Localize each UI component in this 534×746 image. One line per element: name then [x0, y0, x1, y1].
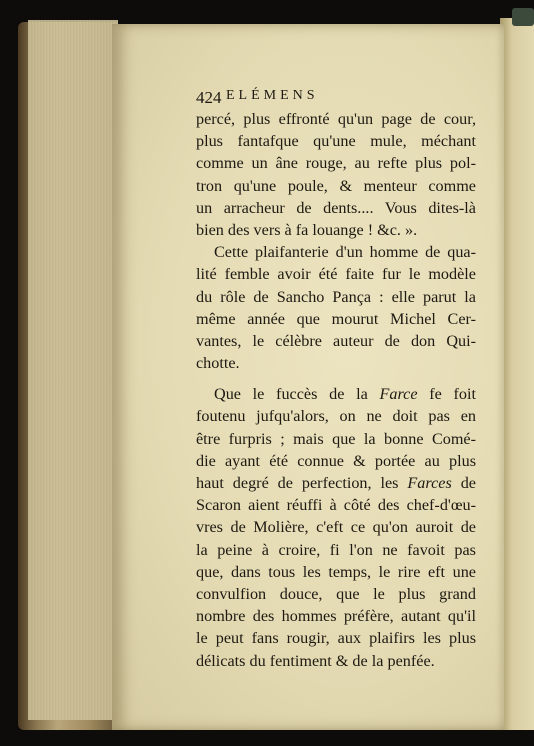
text-line: convulfion douce, que le plus grand — [196, 584, 476, 603]
text-line: tron qu'une poule, & menteur comme — [196, 176, 476, 195]
text-line: Cette plaifanterie d'un homme de qua- — [214, 243, 476, 262]
text-line — [196, 472, 476, 494]
page-clip — [512, 8, 534, 26]
text-line: Scaron aient réuffi à côté des chef-d'œu- — [196, 496, 476, 515]
text-line: délicats du fentiment & de la penfée. — [196, 651, 435, 670]
text-line: être furpris ; mais que la bonne Comé- — [196, 429, 476, 448]
text-line: même année que mourut Michel Cer- — [196, 309, 476, 328]
text-line: la peine à croire, fi l'on ne favoit pas — [196, 540, 476, 559]
book-page — [112, 24, 504, 730]
text-line: chotte. — [196, 354, 240, 373]
text-line: plus fantafque qu'une mule, méchant — [196, 132, 476, 151]
text-segment: haut degré de perfection, les — [196, 474, 408, 492]
text-line: vantes, le célèbre auteur de don Qui- — [196, 331, 476, 350]
text-line: un arracheur de dents.... Vous dites-là — [196, 198, 476, 217]
page-stack-edge — [28, 20, 118, 720]
text-line: foutenu jufqu'alors, on ne doit pas en — [196, 407, 476, 426]
text-line: bien des vers à fa louange ! &c. ». — [196, 220, 418, 239]
text-line: que, dans tous les temps, le rire eft une — [196, 562, 476, 581]
text-line: vres de Molière, c'eft ce qu'on auroit de — [196, 518, 476, 537]
text-line: lité femble avoir été faite fur le modèle — [196, 265, 476, 284]
text-line: du rôle de Sancho Pança : elle parut la — [196, 287, 476, 306]
text-line: nombre des hommes préfère, autant qu'il — [196, 607, 476, 626]
facing-page-edge — [500, 18, 534, 730]
text-line — [196, 383, 476, 405]
text-segment: de — [451, 474, 476, 492]
text-line: die ayant été connue & portée au plus — [196, 451, 476, 470]
body-text — [196, 108, 476, 672]
running-title: ELÉMENS — [226, 88, 319, 103]
text-line: percé, plus effronté qu'un page de cour, — [196, 110, 476, 128]
page-number: 424 — [196, 88, 222, 107]
text-segment: Que le fuccès de la — [214, 385, 380, 404]
text-segment: fe foit — [417, 385, 476, 404]
italic-term: Farce — [379, 385, 418, 404]
text-line: le peut fans rougir, aux plaifirs les plus — [196, 629, 476, 648]
text-line: comme un âne rouge, au refte plus pol- — [196, 154, 476, 173]
italic-term: Farces — [407, 474, 452, 492]
